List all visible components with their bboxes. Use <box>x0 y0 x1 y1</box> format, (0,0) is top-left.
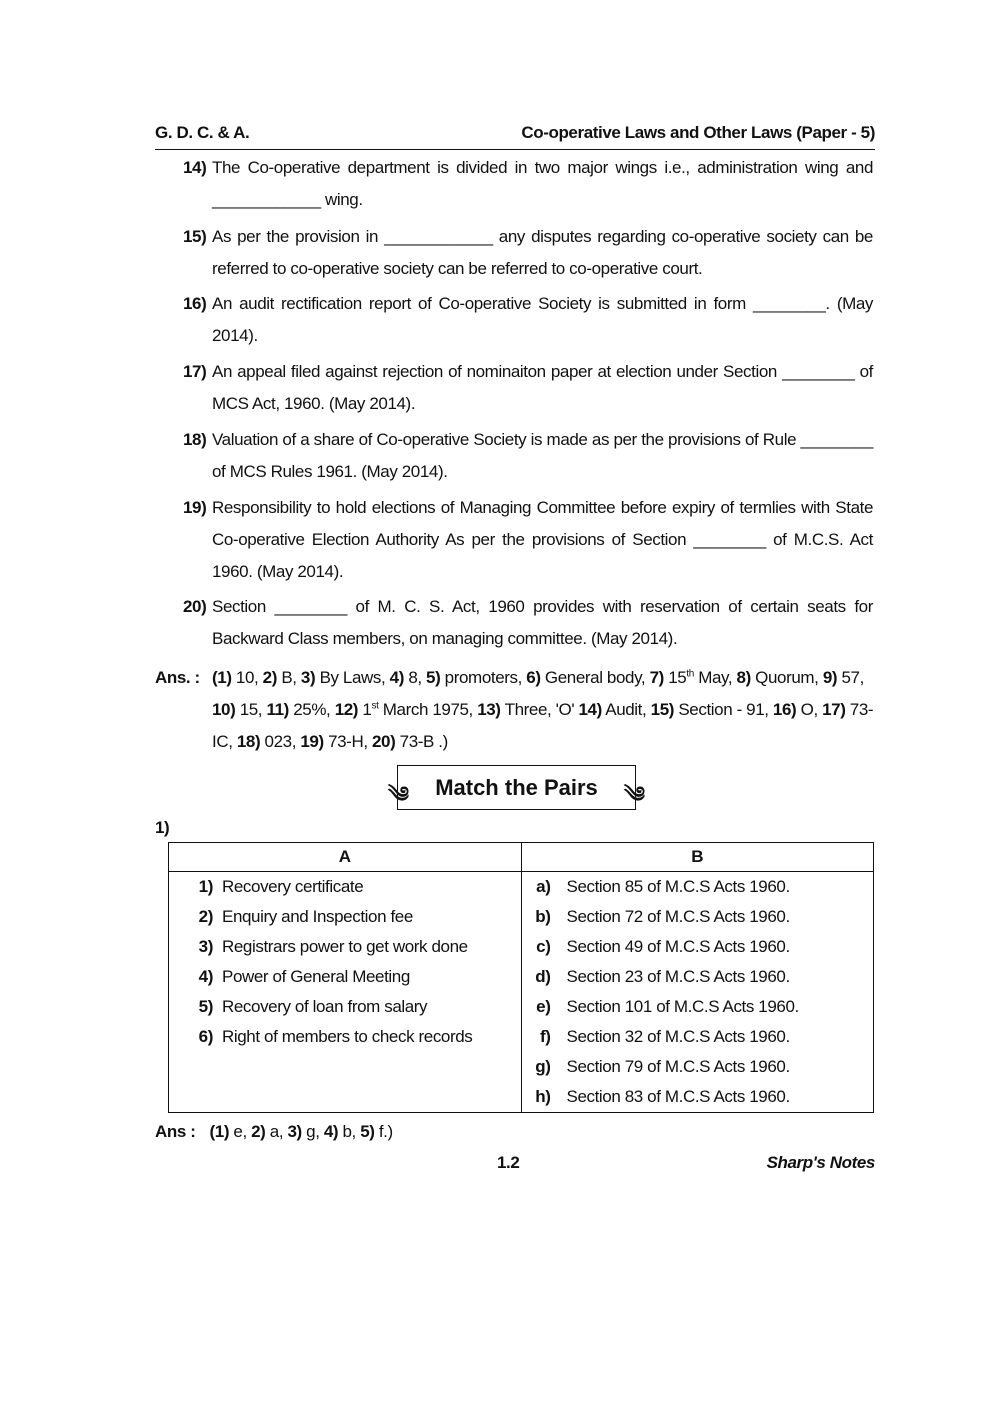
pair-text: Section 79 of M.C.S Acts 1960. <box>566 1057 790 1076</box>
answer-number: 10) <box>212 700 236 719</box>
question <box>183 492 873 588</box>
answer-value: 8, <box>404 668 427 687</box>
column-a-header: A <box>169 843 522 872</box>
answers-body <box>212 662 875 758</box>
pair-item-a <box>169 907 521 927</box>
brand: Sharp's Notes <box>766 1153 875 1172</box>
table-cell-b <box>521 872 874 903</box>
answer-item <box>526 668 649 687</box>
header-left: G. D. C. & A. <box>155 123 250 142</box>
answer-item <box>210 1122 252 1141</box>
answer-number: 3) <box>300 668 316 687</box>
match-answer-label: Ans : <box>155 1122 196 1141</box>
answer-value: promoters, <box>440 668 527 687</box>
answer-item <box>390 668 426 687</box>
table-cell-b <box>521 1082 874 1113</box>
answer-value: 73-H, <box>323 732 372 751</box>
table-cell-a <box>169 1022 522 1052</box>
pair-item-b <box>522 997 874 1017</box>
table-cell-a <box>169 992 522 1022</box>
question <box>183 221 873 285</box>
answer-number: 13) <box>477 700 501 719</box>
pair-text: Power of General Meeting <box>222 967 410 986</box>
pair-item-b <box>522 1027 874 1047</box>
page-number: 1.2 <box>497 1153 520 1172</box>
pair-item-a <box>169 937 521 957</box>
pair-text: Section 23 of M.C.S Acts 1960. <box>566 967 790 986</box>
question-text: An appeal filed against rejection of nominaiton paper at election under Section ________ of MCS Act, 1960. (May 2014). <box>212 362 873 413</box>
answer-item <box>737 668 823 687</box>
ornament-icon: ༄ <box>623 782 645 807</box>
table-cell-b <box>521 992 874 1022</box>
table-row <box>169 1052 874 1082</box>
answer-item <box>287 1122 323 1141</box>
answer-value: e, <box>229 1122 252 1141</box>
answer-item <box>335 700 478 719</box>
table-row <box>169 1022 874 1052</box>
section-title-box <box>388 765 645 810</box>
pair-key: f) <box>539 1027 551 1046</box>
answer-number: 15) <box>650 700 675 719</box>
answer-item <box>650 668 737 687</box>
table-cell-a <box>169 962 522 992</box>
pair-text: Recovery of loan from salary <box>222 997 428 1016</box>
pair-text: Section 83 of M.C.S Acts 1960. <box>566 1087 790 1106</box>
question-text: Valuation of a share of Co-operative Society is made as per the provisions of Rule ________ of MCS Rules 1961. (May 2014). <box>212 430 873 481</box>
table-row <box>169 962 874 992</box>
pair-text: Enquiry and Inspection fee <box>222 907 413 926</box>
question-number: 14) <box>183 158 207 177</box>
answer-value: Quorum, <box>750 668 823 687</box>
pair-text: Section 32 of M.C.S Acts 1960. <box>566 1027 790 1046</box>
pair-text: Section 49 of M.C.S Acts 1960. <box>566 937 790 956</box>
answer-value: 25%, <box>288 700 335 719</box>
table-row <box>169 992 874 1022</box>
running-header <box>155 123 875 150</box>
table-cell-a <box>169 1082 522 1113</box>
question <box>183 288 873 352</box>
answer-value: O, <box>796 700 823 719</box>
pair-key: 1) <box>198 877 213 896</box>
answer-item <box>823 668 864 687</box>
question-number: 15) <box>183 227 207 246</box>
answer-value-cont: March 1975, <box>378 700 478 719</box>
pair-item-b <box>522 877 874 897</box>
table-row <box>169 872 874 903</box>
question-text: Responsibility to hold elections of Managing Committee before expiry of termlies with State Co-operative Election Authority As per the provisions of Section ________ of M.C.S. Act 1960. (May 2014). <box>212 498 873 581</box>
answer-item <box>251 1122 287 1141</box>
question-number: 19) <box>183 498 207 517</box>
answer-value: B, <box>277 668 301 687</box>
table-cell-b <box>521 932 874 962</box>
pair-key: e) <box>536 997 551 1016</box>
answer-item <box>477 700 578 719</box>
pair-text: Section 85 of M.C.S Acts 1960. <box>566 877 790 896</box>
answer-value: 15, <box>235 700 267 719</box>
answer-item <box>237 732 301 751</box>
answer-item <box>266 700 334 719</box>
answer-number: 8) <box>736 668 751 687</box>
table-cell-b <box>521 962 874 992</box>
answer-number: 7) <box>649 668 664 687</box>
pair-item-b <box>522 907 874 927</box>
answer-value: Three, 'O' <box>500 700 579 719</box>
answer-value: 10, <box>231 668 263 687</box>
question-number: 16) <box>183 294 207 313</box>
pair-key: h) <box>535 1087 551 1106</box>
answer-number: (1) <box>209 1122 230 1141</box>
answer-number: 5) <box>360 1122 375 1141</box>
question-text: Section ________ of M. C. S. Act, 1960 provides with reservation of certain seats for Backward Class members, on managing committee. (May 2014). <box>212 597 873 648</box>
answer-value-cont: May, <box>693 668 737 687</box>
pair-key: b) <box>535 907 551 926</box>
answer-value: Section - 91, <box>674 700 773 719</box>
pair-key: 6) <box>198 1027 213 1046</box>
table-row <box>169 1082 874 1113</box>
question <box>183 152 873 216</box>
pair-key: a) <box>536 877 551 896</box>
answer-value: General body, <box>540 668 650 687</box>
answer-number: 6) <box>526 668 541 687</box>
ornament-icon: ༄ <box>388 782 410 807</box>
answer-item <box>372 732 448 751</box>
question-text: As per the provision in ____________ any disputes regarding co-operative society can be referred to co-operative society can be referred to co-operative court. <box>212 227 873 278</box>
header-right: Co-operative Laws and Other Laws (Paper - 5) <box>521 123 875 142</box>
answer-number: 17) <box>822 700 846 719</box>
pair-item-a <box>169 877 521 897</box>
pair-key: 3) <box>198 937 213 956</box>
pair-key: d) <box>535 967 551 986</box>
answer-item <box>301 668 390 687</box>
match-answer <box>155 1122 393 1142</box>
answer-value: 73-IC, <box>212 700 874 751</box>
answer-number: 11) <box>266 700 289 719</box>
answer-number: 14) <box>578 700 602 719</box>
pair-key: 5) <box>198 997 213 1016</box>
table-cell-b <box>521 902 874 932</box>
table-cell-b <box>521 1022 874 1052</box>
answer-value: 73-B .) <box>395 732 448 751</box>
answer-number: 4) <box>323 1122 339 1141</box>
pair-key: 2) <box>198 907 213 926</box>
pair-item-b <box>522 967 874 987</box>
answer-number: 4) <box>389 668 404 687</box>
section-title: Match the Pairs <box>435 774 598 800</box>
answer-item <box>579 700 651 719</box>
pair-text: Registrars power to get work done <box>222 937 468 956</box>
answer-item <box>324 1122 360 1141</box>
answer-item <box>300 732 372 751</box>
pair-key: 4) <box>198 967 213 986</box>
pair-text: Right of members to check records <box>222 1027 473 1046</box>
answer-number: 5) <box>426 668 441 687</box>
pair-item-b <box>522 937 874 957</box>
answer-item <box>263 668 301 687</box>
question-text: An audit rectification report of Co-operative Society is submitted in form ________. (May 2014). <box>212 294 873 345</box>
table-row <box>169 932 874 962</box>
pair-item-a <box>169 997 521 1017</box>
answer-item <box>651 700 773 719</box>
answer-item <box>212 668 263 687</box>
question-number: 18) <box>183 430 207 449</box>
table-cell-b <box>521 1052 874 1082</box>
answer-number: 16) <box>772 700 797 719</box>
question-number: 17) <box>183 362 207 381</box>
answer-value: a, <box>265 1122 288 1141</box>
question-number: 20) <box>183 597 207 616</box>
answer-number: 2) <box>251 1122 266 1141</box>
answer-number: 18) <box>236 732 261 751</box>
answer-item <box>426 668 526 687</box>
answers-label: Ans. : <box>155 668 200 687</box>
answers <box>155 662 875 758</box>
pair-item-a <box>169 967 521 987</box>
table-cell-a <box>169 932 522 962</box>
answer-number: 19) <box>300 732 324 751</box>
answer-value: 1 <box>358 700 372 719</box>
answer-value: f.) <box>374 1122 393 1141</box>
answer-number: 20) <box>371 732 396 751</box>
answer-superscript: th <box>686 668 694 680</box>
question <box>183 591 873 655</box>
pair-item-b <box>522 1057 874 1077</box>
table-cell-a <box>169 902 522 932</box>
pair-item-a <box>169 1027 521 1047</box>
pair-key: g) <box>535 1057 551 1076</box>
answer-value: 57, <box>837 668 864 687</box>
answer-superscript: st <box>371 700 379 712</box>
match-table <box>168 842 874 1113</box>
question <box>183 424 873 488</box>
answer-number: 2) <box>262 668 277 687</box>
question <box>183 356 873 420</box>
pair-text: Section 101 of M.C.S Acts 1960. <box>566 997 799 1016</box>
answer-number: 12) <box>334 700 359 719</box>
answer-value: 023, <box>260 732 301 751</box>
answer-item <box>360 1122 393 1141</box>
answer-item <box>773 700 822 719</box>
pair-text: Recovery certificate <box>222 877 364 896</box>
table-cell-a <box>169 1052 522 1082</box>
answer-value: g, <box>301 1122 324 1141</box>
answer-value: 15 <box>663 668 687 687</box>
pair-item-b <box>522 1087 874 1107</box>
answer-value: By Laws, <box>315 668 390 687</box>
column-b-header: B <box>521 843 874 872</box>
answer-value: Audit, <box>601 700 651 719</box>
table-cell-a <box>169 872 522 903</box>
answer-number: (1) <box>212 668 232 687</box>
answer-value: b, <box>338 1122 361 1141</box>
match-question-number: 1) <box>155 818 170 837</box>
question-text: The Co-operative department is divided in two major wings i.e., administration wing and ____________ wing. <box>212 158 873 209</box>
answer-number: 3) <box>287 1122 302 1141</box>
table-row <box>169 902 874 932</box>
answer-item <box>212 700 266 719</box>
pair-key: c) <box>536 937 551 956</box>
pair-text: Section 72 of M.C.S Acts 1960. <box>566 907 790 926</box>
answer-number: 9) <box>822 668 838 687</box>
